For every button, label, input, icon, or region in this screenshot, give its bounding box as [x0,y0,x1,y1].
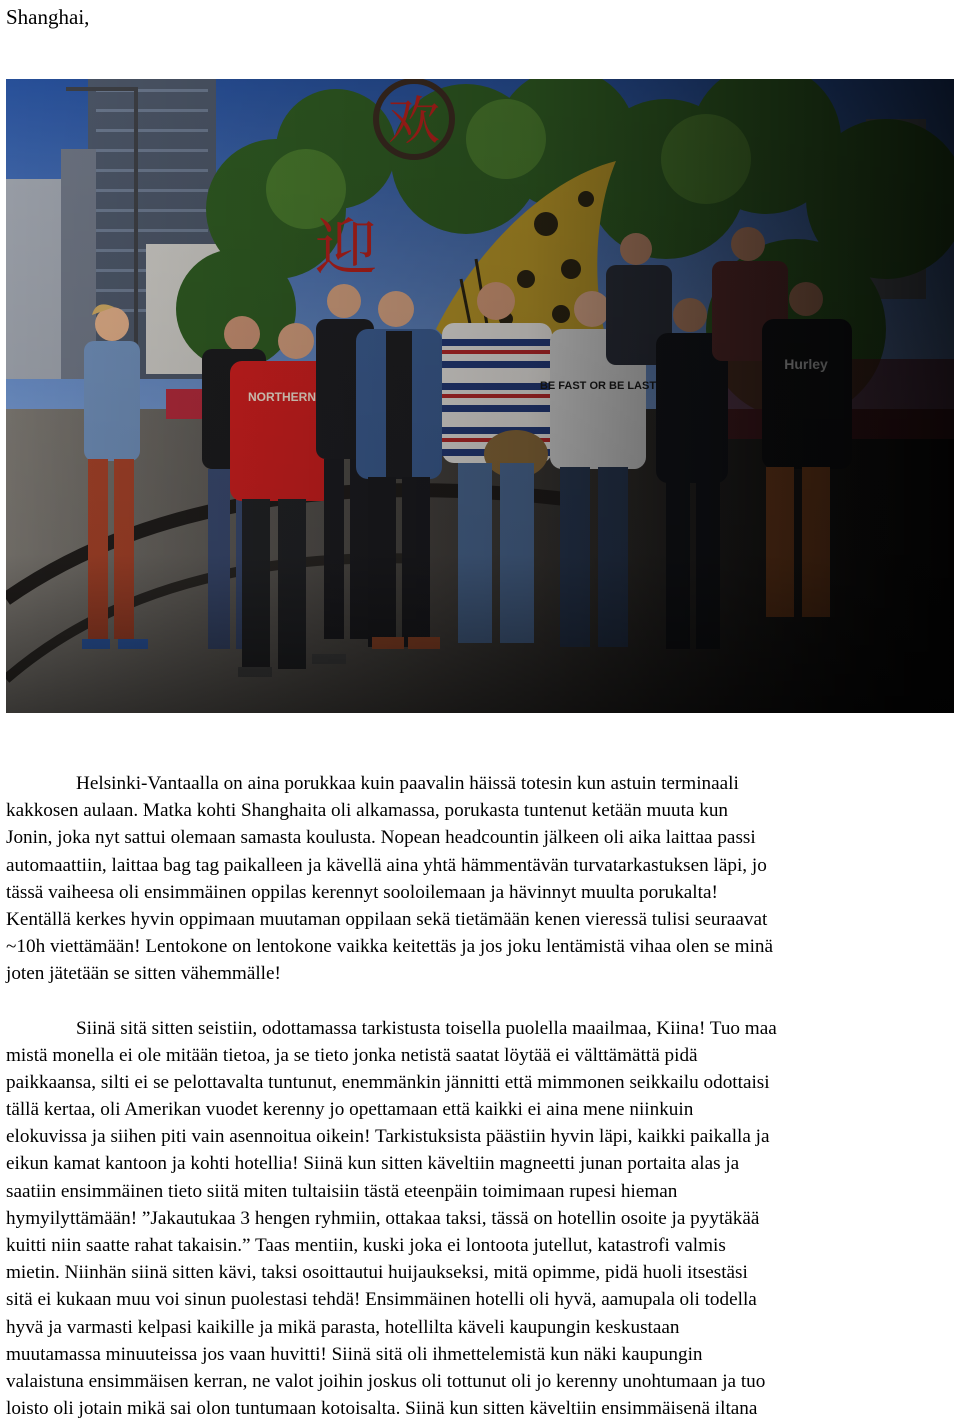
paragraph-2 [6,1015,954,1420]
text-line: automaattiin, laittaa bag tag paikalleen ja kävellä aina yhtä hämmentävän turvatarkastuksen läpi, jo [6,854,767,876]
text-line: mietin. Niinhän siinä sitten kävi, taksi osoittautui huijaukseksi, mitä opimme, pidä huoli itsestäsi [6,1262,748,1284]
text-line: tässä vaiheesa oli ensimmäinen oppilas kerennyt sooloilemaan ja hävinnyt muulta porukalta! [6,881,718,903]
text-line: tällä kertaa, oli Amerikan vuodet kerenny jo opettamaan että kaikki ei aina mene niinkuin [6,1099,694,1121]
text-line: kuitti niin saatte rahat takaisin.” Taas mentiin, kuski joka ei lontoota jutellut, katastrofi valmis [6,1235,726,1256]
text-line: paikkaansa, silti ei se pelottavalta tuntunut, enemmänkin jännitti että mimmonen seikkailu odottaisi [6,1071,770,1093]
text-line: eikun kamat kantoon ja kohti hotellia! Siinä kun sitten käveltiin magneetti junan portaita alas ja [6,1153,740,1175]
text-line: Jonin, joka nyt sattui olemaan samasta koulusta. Nopean headcountin jälkeen oli aika laittaa passi [6,827,756,849]
paragraph-1 [6,770,954,988]
photo-illustration [6,79,954,713]
text-line: hyvä ja varmasti kelpasi kaikille ja mikä parasta, hotellilta käveli kaupungin keskustaan [6,1316,680,1338]
text-line: ~10h viettämään! Lentokone on lentokone vaikka keitettäs ja jos joku lentämistä vihaa olen se minä [6,936,774,958]
text-line: loisto oli jotain mikä sai olon tuntumaan kotoisalta. Siinä kun sitten käveltiin ensimmäisenä iltana [6,1398,758,1420]
paragraph-gap [6,988,954,1015]
text-line: kakkosen aulaan. Matka kohti Shanghaita oli alkamassa, porukasta tuntenut ketään muuta kun [6,800,729,822]
group-photo [6,79,954,713]
text-line: saatiin ensimmäinen tieto siitä miten tultaisiin tästä eteenpäin toimimaan rupesi hieman [6,1180,678,1202]
text-line: Helsinki-Vantaalla on aina porukkaa kuin paavalin häissä totesin kun astuin terminaali [76,773,739,794]
text-line: joten jätetään se sitten vähemmälle! [6,963,281,985]
article-body [6,770,954,1420]
text-line: sitä ei kukaan muu voi sinun puolestasi tehdä! Ensimmäinen hotelli oli hyvä, aamupala oli todella [6,1289,757,1311]
text-line: valaistuna ensimmäisen kerran, ne valot joihin joskus oli tottunut oli jo kerenny unohtumaan ja tuo [6,1370,766,1392]
text-line: muutamassa minuuteissa jos vaan huvitti! Siinä sitä oli ihmettelemistä kun näki kaupungin [6,1343,703,1365]
text-line: hymyilyttämään! ”Jakautukaa 3 hengen ryhmiin, ottakaa taksi, tässä on hotellin osoite ja pyytäkää [6,1207,760,1229]
text-line: Siinä sitä sitten seistiin, odottamassa tarkistusta toisella puolella maailmaa, Kiina! Tuo maa [76,1017,777,1039]
text-line: Kentällä kerkes hyvin oppimaan muutaman oppilaan sekä tietämään kenen vieressä tulisi seuraavat [6,908,768,930]
text-line: mistä monella ei ole mitään tietoa, ja se tieto jonka netistä saatat löytää ei välttämättä pidä [6,1044,698,1066]
page-heading: Shanghai, [6,5,90,29]
text-line: elokuvissa ja siihen piti vain asennoitua oikein! Tarkistuksista päästiin hyvin läpi, kaikki paikalla ja [6,1126,770,1148]
